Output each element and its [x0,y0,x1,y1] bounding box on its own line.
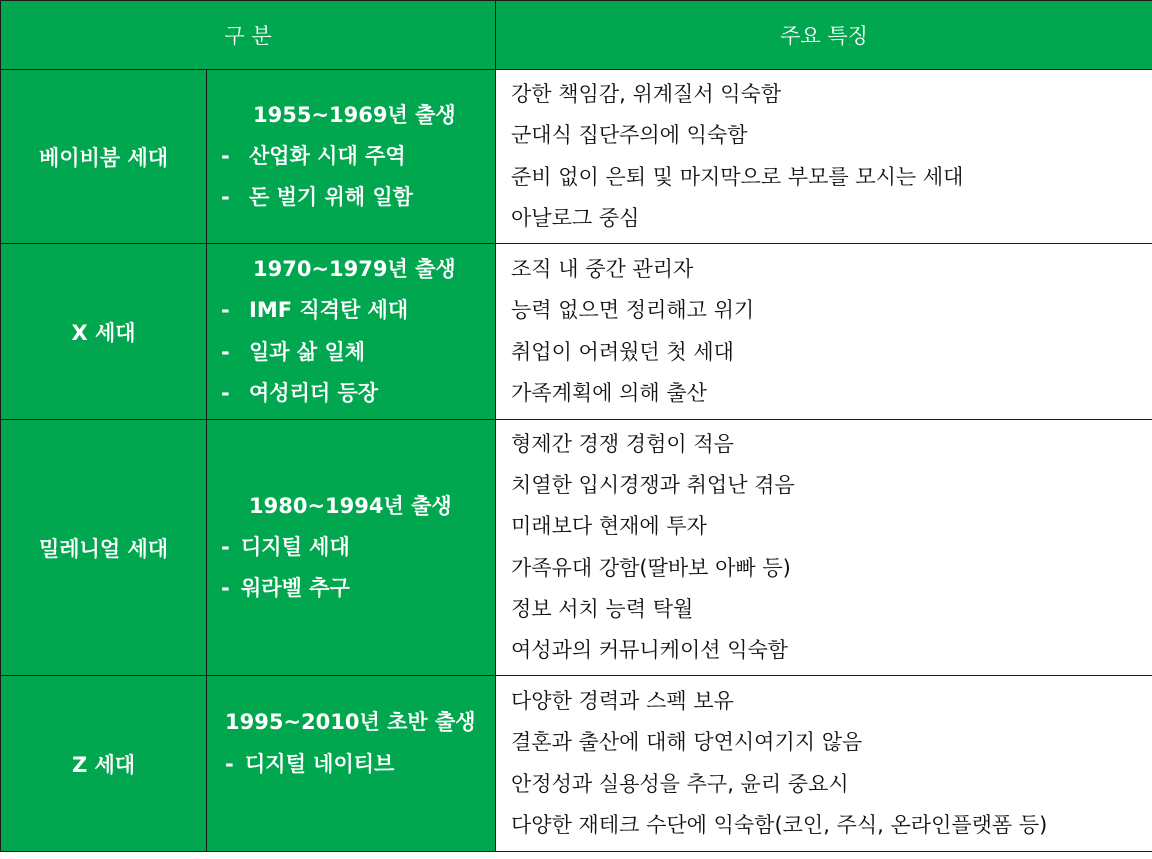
generation-name: 베이비붐 세대 [1,70,207,244]
table-row [1,244,1152,420]
description-item: - 돈 벌기 위해 일함 [221,185,413,210]
feature-item: 취업이 어려웠던 첫 세대 [511,339,734,364]
birth-years: 1995~2010년 초반 출생 [225,710,476,735]
feature-item: 치열한 입시경쟁과 취업난 겪음 [511,473,795,498]
feature-item: 준비 없이 은퇴 및 마지막으로 부모를 모시는 세대 [511,164,964,189]
description-item: - 워라벨 추구 [221,576,350,601]
feature-item: 미래보다 현재에 투자 [511,514,707,539]
feature-item: 가족유대 강함(딸바보 아빠 등) [511,555,791,580]
feature-item: 능력 없으면 정리해고 위기 [511,298,755,323]
generation-description [207,70,496,244]
feature-item: 조직 내 중간 관리자 [511,257,694,282]
description-item: - 일과 삶 일체 [221,339,366,364]
table-row [1,420,1152,676]
feature-item: 정보 서치 능력 탁월 [511,596,694,621]
features-cell [496,420,1152,676]
feature-item: 형제간 경쟁 경험이 적음 [511,431,734,456]
description-item: - 디지털 세대 [221,534,350,559]
generation-name: X 세대 [1,244,207,420]
features-cell [496,70,1152,244]
feature-item: 다양한 재테크 수단에 익숙함(코인, 주식, 온라인플랫폼 등) [511,812,1048,837]
description-item: - 산업화 시대 주역 [221,143,406,168]
feature-item: 강한 책임감, 위계질서 익숙함 [511,82,782,107]
table-row [1,70,1152,244]
feature-item: 가족계획에 의해 출산 [511,380,707,405]
feature-item: 여성과의 커뮤니케이션 익숙함 [511,637,789,662]
description-item: - 디지털 네이티브 [225,751,395,776]
description-item: - IMF 직격탄 세대 [221,298,409,323]
category-header: 구 분 [1,1,496,70]
generation-name: Z 세대 [1,676,207,852]
feature-item: 군대식 집단주의에 익숙함 [511,123,748,148]
birth-years: 1970~1979년 출생 [253,257,456,282]
feature-item: 다양한 경력과 스펙 보유 [511,689,734,714]
generation-description [207,676,496,852]
feature-item: 결혼과 출산에 대해 당연시여기지 않음 [511,730,863,755]
generation-name: 밀레니얼 세대 [1,420,207,676]
table-row [1,676,1152,852]
feature-item: 안정성과 실용성을 추구, 윤리 중요시 [511,771,849,796]
birth-years: 1955~1969년 출생 [253,102,456,127]
generation-description [207,420,496,676]
features-header: 주요 특징 [496,1,1152,70]
feature-item: 아날로그 중심 [511,205,640,230]
features-cell [496,676,1152,852]
description-item: - 여성리더 등장 [221,380,379,405]
generation-description [207,244,496,420]
birth-years: 1980~1994년 출생 [249,493,452,518]
table-header-row [1,1,1152,70]
features-cell [496,244,1152,420]
